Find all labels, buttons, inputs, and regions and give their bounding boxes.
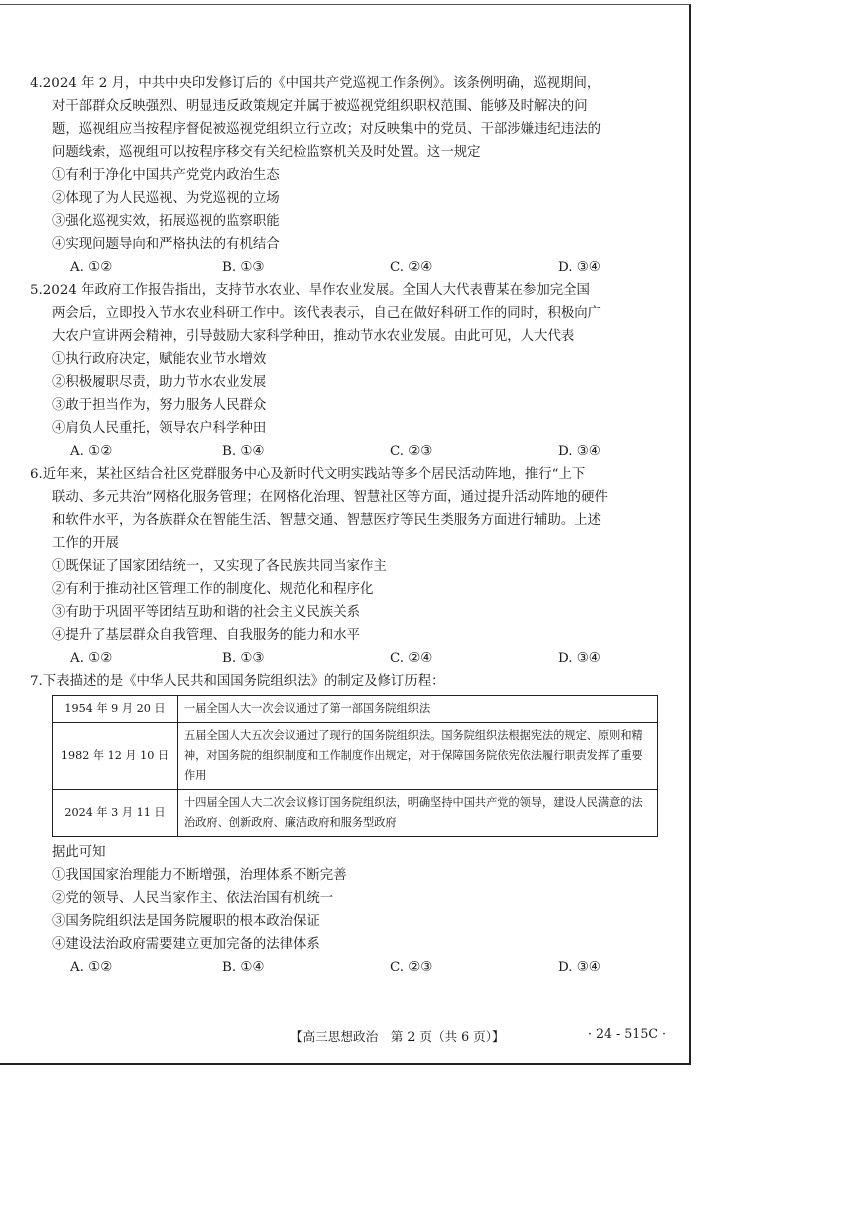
choice-c: C. ②③ (390, 444, 433, 459)
question-6-option: ①既保证了国家团结统一，又实现了各民族共同当家作主 (52, 559, 387, 574)
question-4-stem-line: 问题线索，巡视组可以按程序移交有关纪检监察机关及时处置。这一规定 (52, 145, 481, 160)
question-4 (30, 72, 670, 279)
question-6-option: ④提升了基层群众自我管理、自我服务的能力和水平 (52, 628, 360, 643)
choice-d: D. ③④ (558, 260, 601, 275)
question-5 (30, 279, 670, 463)
table-date-cell: 2024 年 3 月 11 日 (53, 790, 178, 837)
question-7-option: ④建设法治政府需要建立更加完备的法律体系 (52, 937, 320, 952)
table-event-cell: 一届全国人大一次会议通过了第一部国务院组织法 (178, 696, 658, 723)
question-4-choices (30, 256, 670, 279)
question-6-stem-line: 6.近年来，某社区结合社区党群服务中心及新时代文明实践站等多个居民活动阵地，推行“上下 (30, 467, 586, 482)
choice-b: B. ①④ (222, 444, 265, 459)
question-6-stem-line: 联动、多元共治”网格化服务管理；在网格化治理、智慧社区等方面，通过提升活动阵地的硬件 (52, 490, 608, 505)
choice-c: C. ②③ (390, 960, 433, 975)
question-6-option: ②有利于推动社区管理工作的制度化、规范化和程序化 (52, 582, 374, 597)
page-footer (0, 1026, 689, 1046)
question-7-lead: 据此可知 (52, 845, 106, 860)
question-6-stem-line: 工作的开展 (52, 536, 119, 551)
question-7-option: ①我国国家治理能力不断增强，治理体系不断完善 (52, 868, 347, 883)
question-7-stem: 7.下表描述的是《中华人民共和国国务院组织法》的制定及修订历程： (30, 674, 445, 689)
table-event-cell: 五届全国人大五次会议通过了现行的国务院组织法。国务院组织法根据宪法的规定、原则和精神，对国务院的组织制度和工作制度作出规定，对于保障国务院依宪依法履行职责发挥了重要作用 (178, 723, 658, 790)
choice-c: C. ②④ (390, 260, 433, 275)
question-5-stem-line: 两会后，立即投入节水农业科研工作中。该代表表示，自己在做好科研工作的同时，积极向广 (52, 306, 602, 321)
footer-exam-code: · 24 - 515C · (588, 1026, 666, 1041)
history-table (52, 695, 658, 837)
question-4-option: ③强化巡视实效，拓展巡视的监察职能 (52, 214, 280, 229)
question-5-choices (30, 440, 670, 463)
question-6-stem-line: 和软件水平，为各族群众在智能生活、智慧交通、智慧医疗等民生类服务方面进行辅助。上述 (52, 513, 602, 528)
choice-b: B. ①③ (222, 651, 265, 666)
choice-a: A. ①② (70, 960, 113, 975)
question-5-stem-line: 5.2024 年政府工作报告指出，支持节水农业、旱作农业发展。全国人大代表曹某在参加完全国 (30, 283, 590, 298)
question-5-stem-line: 大农户宣讲两会精神，引导鼓励大家科学种田，推动节水农业发展。由此可见，人大代表 (52, 329, 575, 344)
choice-b: B. ①③ (222, 260, 265, 275)
question-4-option: ④实现问题导向和严格执法的有机结合 (52, 237, 280, 252)
question-7-choices (30, 956, 670, 979)
table-row (53, 696, 658, 723)
choice-a: A. ①② (70, 651, 113, 666)
exam-content (30, 72, 670, 979)
question-4-option: ①有利于净化中国共产党党内政治生态 (52, 168, 280, 183)
question-4-stem-line: 4.2024 年 2 月，中共中央印发修订后的《中国共产党巡视工作条例》。该条例明确，巡视期间， (30, 76, 601, 91)
question-4-stem-line: 对干部群众反映强烈、明显违反政策规定并属于被巡视党组织职权范围、能够及时解决的问 (52, 99, 588, 114)
choice-a: A. ①② (70, 260, 113, 275)
table-date-cell: 1982 年 12 月 10 日 (53, 723, 178, 790)
choice-d: D. ③④ (558, 960, 601, 975)
question-7-option: ③国务院组织法是国务院履职的根本政治保证 (52, 914, 320, 929)
question-7 (30, 670, 670, 979)
question-5-option: ②积极履职尽责，助力节水农业发展 (52, 375, 267, 390)
question-5-option: ④肩负人民重托，领导农户科学种田 (52, 421, 267, 436)
footer-page-label: 【高三思想政治 第 2 页（共 6 页）】 (290, 1029, 505, 1044)
choice-d: D. ③④ (558, 651, 601, 666)
table-row (53, 723, 658, 790)
choice-d: D. ③④ (558, 444, 601, 459)
table-date-cell: 1954 年 9 月 20 日 (53, 696, 178, 723)
choice-a: A. ①② (70, 444, 113, 459)
question-5-option: ③敢于担当作为，努力服务人民群众 (52, 398, 267, 413)
table-row (53, 790, 658, 837)
question-5-option: ①执行政府决定，赋能农业节水增效 (52, 352, 267, 367)
question-4-option: ②体现了为人民巡视、为党巡视的立场 (52, 191, 280, 206)
choice-b: B. ①④ (222, 960, 265, 975)
question-6-choices (30, 647, 670, 670)
question-4-stem-line: 题，巡视组应当按程序督促被巡视党组织立行立改；对反映集中的党员、干部涉嫌违纪违法的 (52, 122, 602, 137)
choice-c: C. ②④ (390, 651, 433, 666)
question-6-option: ③有助于巩固平等团结互助和谐的社会主义民族关系 (52, 605, 360, 620)
question-7-option: ②党的领导、人民当家作主、依法治国有机统一 (52, 891, 334, 906)
question-6 (30, 463, 670, 670)
table-event-cell: 十四届全国人大二次会议修订国务院组织法，明确坚持中国共产党的领导，建设人民满意的法治政府、创新政府、廉洁政府和服务型政府 (178, 790, 658, 837)
